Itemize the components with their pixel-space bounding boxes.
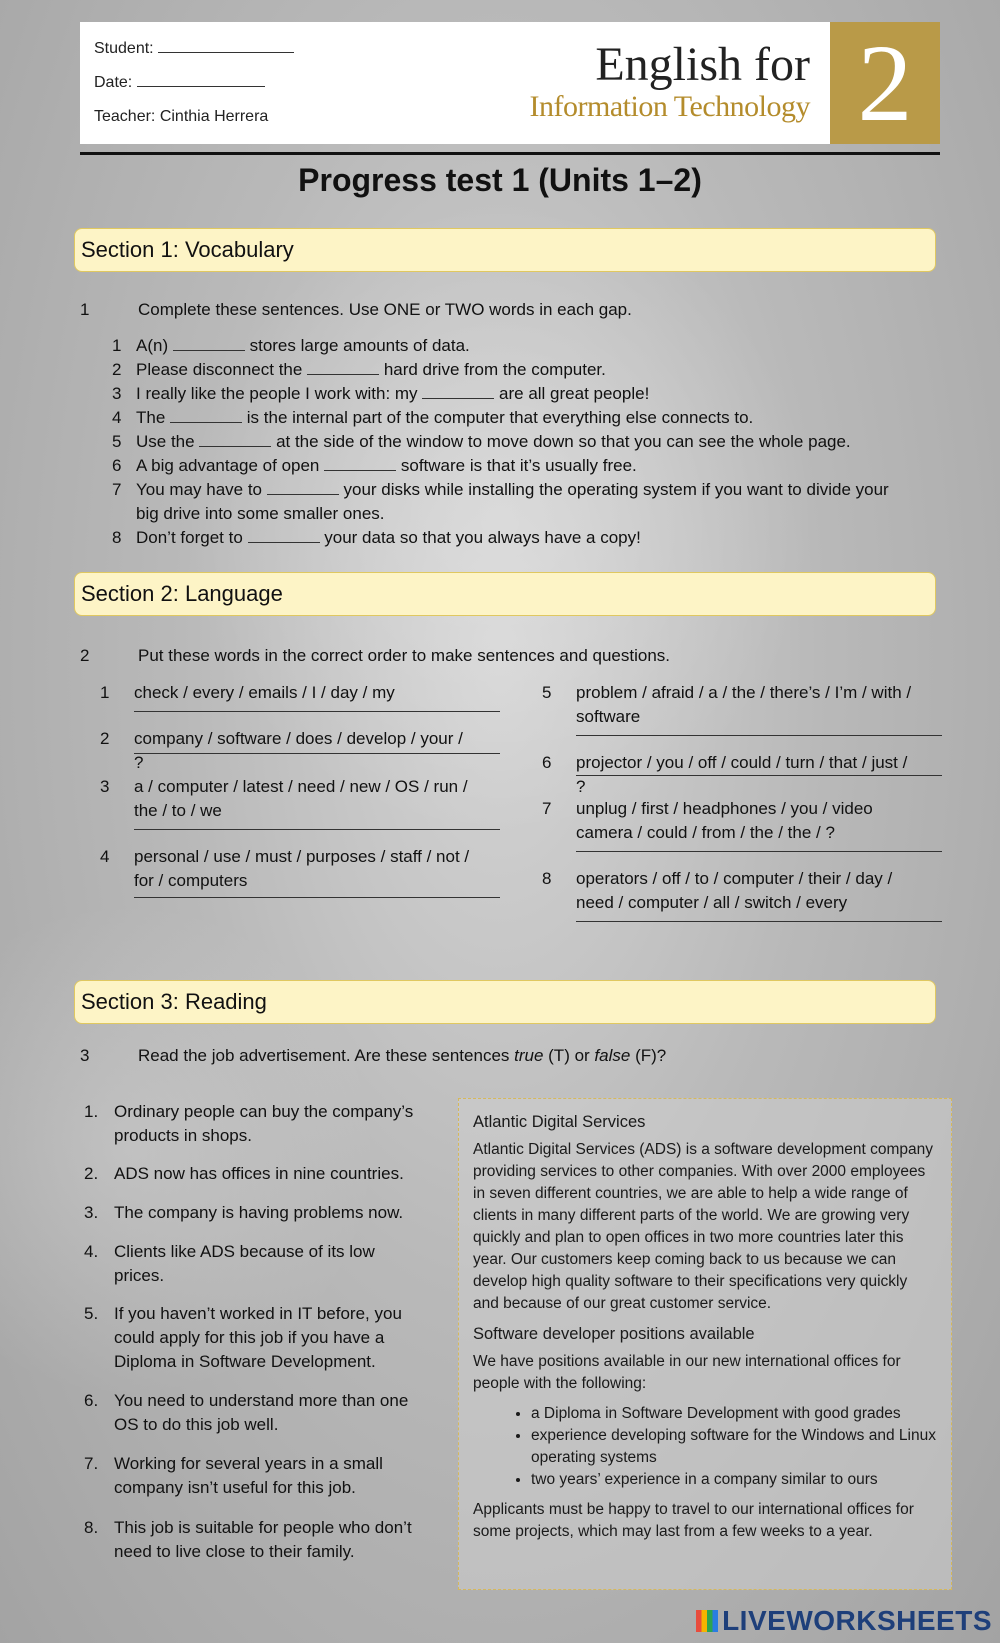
vocab-text-before: You may have to: [136, 480, 263, 499]
ad-requirements: [473, 1403, 937, 1491]
vocab-text-before: A big advantage of open: [136, 456, 320, 475]
brand-line2: Information Technology: [529, 90, 810, 123]
vocab-item: [112, 454, 932, 478]
word-order-number: 4: [100, 847, 110, 866]
word-order-number: 8: [542, 869, 552, 888]
answer-gap[interactable]: [248, 528, 320, 543]
statement-number: 7.: [84, 1454, 99, 1473]
vocab-item: [112, 430, 932, 454]
liveworksheets-text: LIVEWORKSHEETS: [722, 1605, 992, 1636]
answer-line[interactable]: [576, 921, 942, 922]
vocab-text-after: is the internal part of the computer that everything else connects to.: [246, 408, 754, 427]
date-label: Date:: [94, 74, 133, 91]
vocab-item-number: 7: [112, 480, 122, 499]
statement-number: 1.: [84, 1102, 99, 1121]
vocab-text-before: I really like the people I work with: my: [136, 384, 418, 403]
ad-subtitle: Software developer positions available: [473, 1325, 755, 1343]
brand-line1: English for: [595, 38, 810, 91]
vocab-item-number: 3: [112, 384, 122, 403]
statement-number: 3.: [84, 1203, 99, 1222]
vocab-text-after: stores large amounts of data.: [249, 336, 470, 355]
date-blank[interactable]: [137, 72, 265, 87]
vocab-item-number: 2: [112, 360, 122, 379]
vocabulary-list: [112, 334, 932, 550]
statement-text: Working for several years in a small company isn’t useful for this job.: [114, 1454, 383, 1497]
word-order-words: unplug / first / headphones / you / video camera / could / from / the / the / ?: [576, 799, 873, 842]
statement-number: 6.: [84, 1391, 99, 1410]
vocab-item: [112, 406, 932, 430]
student-info: [94, 32, 294, 134]
vocab-item-number: 6: [112, 456, 122, 475]
word-order-number: 7: [542, 799, 552, 818]
vocab-text-after: software is that it’s usually free.: [400, 456, 637, 475]
answer-line[interactable]: [134, 897, 500, 898]
book-brand: [530, 38, 810, 122]
vocab-item: [112, 526, 932, 550]
answer-line[interactable]: [134, 753, 500, 754]
word-order-number: 2: [100, 729, 110, 748]
vocab-text-after: hard drive from the computer.: [383, 360, 606, 379]
instruction-part: Read the job advertisement. Are these sentences: [138, 1046, 515, 1065]
question2-number: 2: [80, 646, 90, 665]
ad-requirement: • experience developing software for the Windows and Linux operating systems: [531, 1425, 937, 1469]
vocab-item: [112, 334, 932, 358]
statement-text: ADS now has offices in nine countries.: [114, 1164, 404, 1183]
word-order-words: problem / afraid / a / the / there’s / I’m / with / software: [576, 683, 912, 726]
ad-requirement: • two years’ experience in a company similar to ours: [531, 1469, 937, 1491]
instruction-part: (T) or: [543, 1046, 595, 1065]
answer-gap[interactable]: [170, 408, 242, 423]
word-order-number: 6: [542, 753, 552, 772]
vocab-text-after: your disks while installing the operating system if you want to divide your big drive into some smaller ones.: [136, 480, 889, 523]
word-order-words: personal / use / must / purposes / staff / not / for / computers: [134, 847, 470, 890]
ad-paragraph-1: Atlantic Digital Services (ADS) is a software development company providing services to other companies. With over 2000 employees in seven different countries, we are able to help a wide range of clients in many different parts of the world. We are growing very quickly and plan to open offices in two more countries later this year. Our customers keep coming back to us because we can develop high quality software to their specifications very quickly and because of our great customer service.: [473, 1141, 934, 1312]
word-order-number: 1: [100, 683, 110, 702]
header-card: [80, 22, 940, 144]
statement-text: You need to understand more than one OS to do this job well.: [114, 1391, 409, 1434]
statement-text: Ordinary people can buy the company’s products in shops.: [114, 1102, 414, 1145]
ad-paragraph-2: We have positions available in our new international offices for people with the following:: [473, 1353, 901, 1392]
question2-instruction: Put these words in the correct order to make sentences and questions.: [138, 646, 671, 665]
question1-number: 1: [80, 300, 90, 319]
vocab-item: [112, 358, 932, 382]
instruction-false: false: [594, 1046, 631, 1065]
vocab-text-before: Use the: [136, 432, 195, 451]
true-false-statements: [84, 1100, 424, 1580]
vocab-text-before: Please disconnect the: [136, 360, 303, 379]
word-order-words: check / every / emails / I / day / my: [134, 683, 395, 702]
statement-number: 2.: [84, 1164, 99, 1183]
answer-line[interactable]: [134, 829, 500, 830]
answer-gap[interactable]: [324, 456, 396, 471]
liveworksheets-icon: [696, 1610, 718, 1632]
ad-title: Atlantic Digital Services: [473, 1113, 646, 1131]
question3-number: 3: [80, 1046, 90, 1065]
student-label: Student:: [94, 40, 154, 57]
section1-heading: Section 1: Vocabulary: [74, 228, 936, 272]
answer-line[interactable]: [576, 851, 942, 852]
student-name-blank[interactable]: [158, 38, 294, 53]
vocab-text-after: your data so that you always have a copy!: [324, 528, 641, 547]
statement-number: 4.: [84, 1242, 99, 1261]
word-order-right: [542, 681, 952, 941]
header-divider: [80, 152, 940, 155]
word-order-words: company / software / does / develop / your / ?: [134, 729, 463, 772]
statement-number: 8.: [84, 1518, 99, 1537]
vocab-item-number: 4: [112, 408, 122, 427]
answer-gap[interactable]: [173, 336, 245, 351]
answer-line[interactable]: [134, 711, 500, 712]
job-advertisement: [458, 1098, 952, 1590]
vocab-text-after: at the side of the window to move down so that you can see the whole page.: [276, 432, 851, 451]
word-order-left: [100, 681, 510, 921]
question3-instruction: [138, 1046, 666, 1066]
word-order-number: 5: [542, 683, 552, 702]
ad-paragraph-3: Applicants must be happy to travel to our international offices for some projects, which may last from a few weeks to a year.: [473, 1501, 914, 1540]
vocab-text-before: Don’t forget to: [136, 528, 243, 547]
section2-heading: Section 2: Language: [74, 572, 936, 616]
answer-gap[interactable]: [267, 480, 339, 495]
page-title: Progress test 1 (Units 1–2): [298, 162, 702, 198]
word-order-words: operators / off / to / computer / their / day / need / computer / all / switch / every: [576, 869, 893, 912]
answer-line[interactable]: [576, 735, 942, 736]
section3-heading: Section 3: Reading: [74, 980, 936, 1024]
instruction-true: true: [514, 1046, 544, 1065]
vocab-item-number: 1: [112, 336, 122, 355]
vocab-text-before: A(n): [136, 336, 169, 355]
statement-text: Clients like ADS because of its low prices.: [114, 1242, 375, 1285]
statement-text: The company is having problems now.: [114, 1203, 404, 1222]
level-badge: 2: [830, 22, 940, 144]
answer-gap[interactable]: [307, 360, 379, 375]
question1-instruction: Complete these sentences. Use ONE or TWO words in each gap.: [138, 300, 632, 319]
statement-text: If you haven’t worked in IT before, you could apply for this job if you have a Diploma in Software Development.: [114, 1304, 402, 1371]
vocab-item: [112, 478, 932, 526]
liveworksheets-logo[interactable]: [696, 1605, 992, 1637]
statement-number: 5.: [84, 1304, 99, 1323]
word-order-words: a / computer / latest / need / new / OS / run / the / to / we: [134, 777, 468, 820]
teacher-label: Teacher: Cinthia Herrera: [94, 108, 269, 125]
word-order-number: 3: [100, 777, 110, 796]
vocab-text-after: are all great people!: [499, 384, 650, 403]
ad-requirement: • a Diploma in Software Development with good grades: [531, 1403, 937, 1425]
vocab-text-before: The: [136, 408, 166, 427]
answer-gap[interactable]: [199, 432, 271, 447]
answer-line[interactable]: [576, 775, 942, 776]
answer-gap[interactable]: [422, 384, 494, 399]
word-order-words: projector / you / off / could / turn / that / just / ?: [576, 753, 908, 796]
vocab-item-number: 8: [112, 528, 122, 547]
statement-text: This job is suitable for people who don’t need to live close to their family.: [114, 1518, 412, 1561]
vocab-item: [112, 382, 932, 406]
instruction-part: (F)?: [630, 1046, 667, 1065]
vocab-item-number: 5: [112, 432, 122, 451]
